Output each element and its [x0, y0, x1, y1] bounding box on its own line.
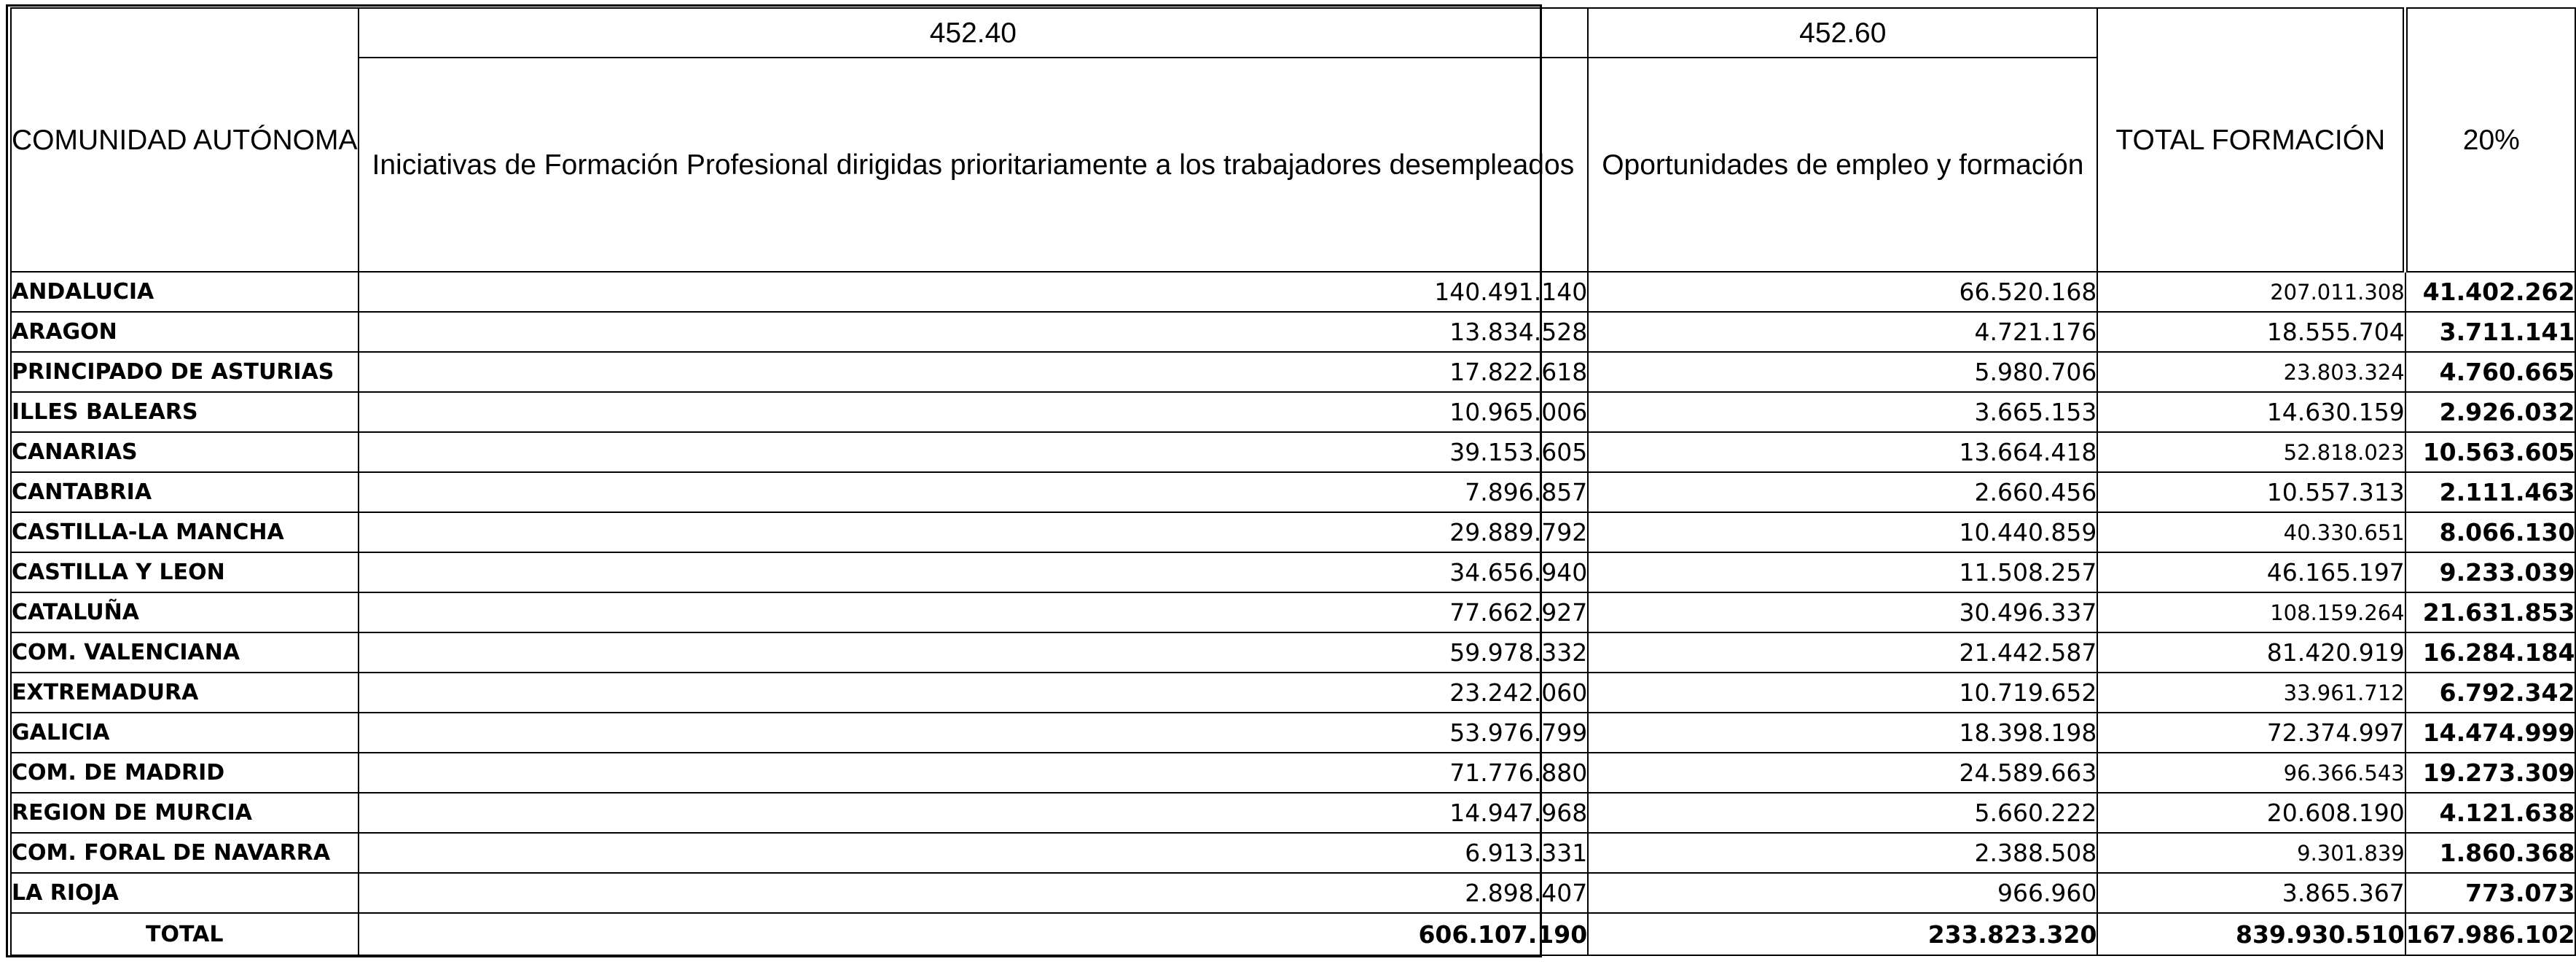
region-name: GALICIA	[11, 713, 359, 753]
table-row	[11, 753, 2575, 793]
value-total: 108.159.264	[2097, 592, 2405, 632]
value-total: 14.630.159	[2097, 392, 2405, 432]
value-20pct: 1.860.368	[2405, 833, 2576, 873]
table-row	[11, 873, 2575, 913]
total-45240: 606.107.190	[359, 913, 1589, 955]
value-45240: 77.662.927	[359, 592, 1589, 632]
table-row	[11, 512, 2575, 552]
table-row	[11, 272, 2575, 312]
total-20pct: 167.986.102	[2405, 913, 2576, 955]
value-45260: 30.496.337	[1588, 592, 2097, 632]
header-total-formacion: TOTAL FORMACIÓN	[2097, 8, 2405, 272]
table-row	[11, 833, 2575, 873]
region-name: COM. VALENCIANA	[11, 632, 359, 673]
value-45260: 966.960	[1588, 873, 2097, 913]
value-45240: 17.822.618	[359, 352, 1589, 392]
region-name: REGION DE MURCIA	[11, 793, 359, 833]
value-45260: 66.520.168	[1588, 272, 2097, 312]
header-percent: 20%	[2405, 8, 2576, 272]
table-row	[11, 713, 2575, 753]
region-name: CASTILLA-LA MANCHA	[11, 512, 359, 552]
value-45240: 6.913.331	[359, 833, 1589, 873]
funding-table	[10, 7, 2576, 956]
value-45260: 11.508.257	[1588, 552, 2097, 592]
value-45240: 140.491.140	[359, 272, 1589, 312]
value-45240: 34.656.940	[359, 552, 1589, 592]
value-45240: 14.947.968	[359, 793, 1589, 833]
value-total: 33.961.712	[2097, 673, 2405, 713]
value-total: 46.165.197	[2097, 552, 2405, 592]
value-45260: 10.719.652	[1588, 673, 2097, 713]
value-45260: 24.589.663	[1588, 753, 2097, 793]
value-total: 9.301.839	[2097, 833, 2405, 873]
value-45260: 2.660.456	[1588, 472, 2097, 512]
table-row	[11, 552, 2575, 592]
value-20pct: 41.402.262	[2405, 272, 2576, 312]
value-45260: 21.442.587	[1588, 632, 2097, 673]
table-row	[11, 793, 2575, 833]
total-label: TOTAL	[11, 913, 359, 955]
header-code-45240: 452.40	[359, 8, 1589, 58]
value-45240: 29.889.792	[359, 512, 1589, 552]
region-name: LA RIOJA	[11, 873, 359, 913]
value-45240: 2.898.407	[359, 873, 1589, 913]
value-20pct: 4.121.638	[2405, 793, 2576, 833]
value-total: 52.818.023	[2097, 432, 2405, 472]
table-row	[11, 432, 2575, 472]
value-total: 3.865.367	[2097, 873, 2405, 913]
value-45260: 3.665.153	[1588, 392, 2097, 432]
value-20pct: 21.631.853	[2405, 592, 2576, 632]
value-45260: 4.721.176	[1588, 312, 2097, 352]
total-45260: 233.823.320	[1588, 913, 2097, 955]
region-name: COM. FORAL DE NAVARRA	[11, 833, 359, 873]
value-45260: 2.388.508	[1588, 833, 2097, 873]
total-formacion: 839.930.510	[2097, 913, 2405, 955]
region-name: ARAGON	[11, 312, 359, 352]
value-45240: 23.242.060	[359, 673, 1589, 713]
value-total: 23.803.324	[2097, 352, 2405, 392]
table-row	[11, 352, 2575, 392]
table-row	[11, 673, 2575, 713]
value-20pct: 2.926.032	[2405, 392, 2576, 432]
table-row	[11, 632, 2575, 673]
value-20pct: 4.760.665	[2405, 352, 2576, 392]
header-row-codes	[11, 8, 2575, 58]
header-col2-title: Oportunidades de empleo y formación	[1588, 58, 2097, 272]
value-45260: 10.440.859	[1588, 512, 2097, 552]
region-name: CANARIAS	[11, 432, 359, 472]
value-45260: 5.660.222	[1588, 793, 2097, 833]
table-row	[11, 392, 2575, 432]
totals-row	[11, 913, 2575, 955]
value-20pct: 9.233.039	[2405, 552, 2576, 592]
value-total: 10.557.313	[2097, 472, 2405, 512]
value-45240: 13.834.528	[359, 312, 1589, 352]
value-total: 207.011.308	[2097, 272, 2405, 312]
value-total: 20.608.190	[2097, 793, 2405, 833]
region-name: CATALUÑA	[11, 592, 359, 632]
value-total: 96.366.543	[2097, 753, 2405, 793]
region-name: PRINCIPADO DE ASTURIAS	[11, 352, 359, 392]
table-row	[11, 312, 2575, 352]
value-45260: 13.664.418	[1588, 432, 2097, 472]
value-45260: 18.398.198	[1588, 713, 2097, 753]
value-20pct: 16.284.184	[2405, 632, 2576, 673]
table-row	[11, 472, 2575, 512]
header-col1-title: Iniciativas de Formación Profesional dirigidas prioritariamente a los trabajadores desempleados	[359, 58, 1589, 272]
header-code-45260: 452.60	[1588, 8, 2097, 58]
value-20pct: 10.563.605	[2405, 432, 2576, 472]
value-45240: 10.965.006	[359, 392, 1589, 432]
value-20pct: 773.073	[2405, 873, 2576, 913]
region-name: ILLES BALEARS	[11, 392, 359, 432]
value-20pct: 8.066.130	[2405, 512, 2576, 552]
value-45240: 39.153.605	[359, 432, 1589, 472]
region-name: EXTREMADURA	[11, 673, 359, 713]
value-45240: 53.976.799	[359, 713, 1589, 753]
value-20pct: 3.711.141	[2405, 312, 2576, 352]
value-20pct: 14.474.999	[2405, 713, 2576, 753]
value-total: 81.420.919	[2097, 632, 2405, 673]
value-45240: 71.776.880	[359, 753, 1589, 793]
region-name: CASTILLA Y LEON	[11, 552, 359, 592]
value-45240: 7.896.857	[359, 472, 1589, 512]
value-20pct: 19.273.309	[2405, 753, 2576, 793]
value-20pct: 6.792.342	[2405, 673, 2576, 713]
region-name: COM. DE MADRID	[11, 753, 359, 793]
value-20pct: 2.111.463	[2405, 472, 2576, 512]
value-total: 40.330.651	[2097, 512, 2405, 552]
value-45260: 5.980.706	[1588, 352, 2097, 392]
header-comunidad: COMUNIDAD AUTÓNOMA	[11, 8, 359, 272]
value-total: 18.555.704	[2097, 312, 2405, 352]
table-row	[11, 592, 2575, 632]
region-name: ANDALUCIA	[11, 272, 359, 312]
value-45240: 59.978.332	[359, 632, 1589, 673]
region-name: CANTABRIA	[11, 472, 359, 512]
value-total: 72.374.997	[2097, 713, 2405, 753]
